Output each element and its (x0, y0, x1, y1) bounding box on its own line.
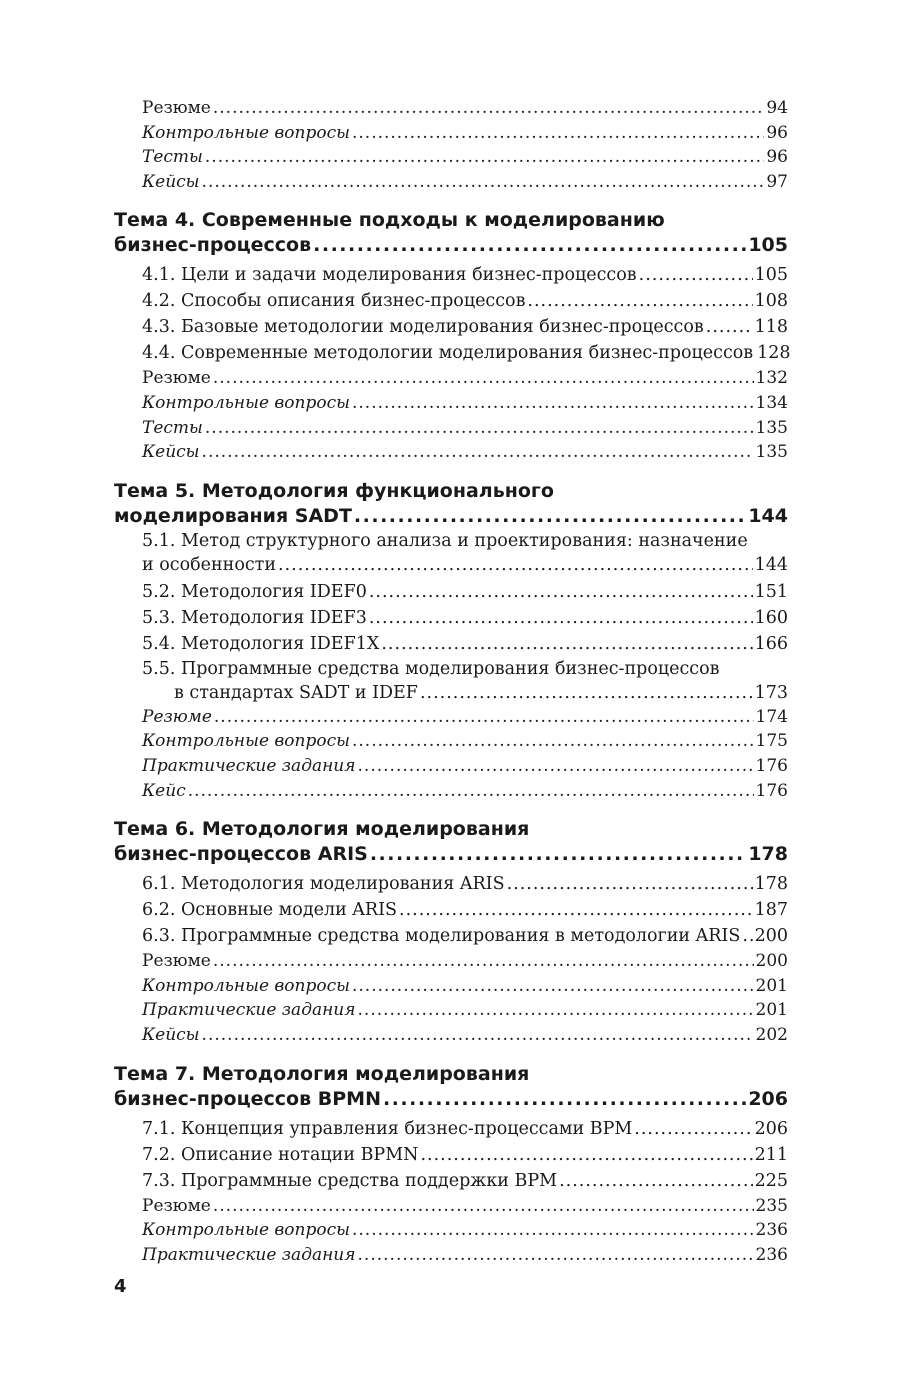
toc-entry-summary[interactable] (114, 705, 788, 730)
toc-section-title-cont: и особенности (142, 554, 277, 575)
toc-section-page: 166 (754, 633, 788, 654)
topic-title: Тема 6. Методология моделирования (114, 818, 530, 841)
toc-entry-title: Кейсы (142, 171, 200, 192)
toc-section[interactable] (114, 871, 788, 897)
toc-section-title-cont: в стандартах SADT и IDEF (174, 682, 418, 703)
leader-dots (358, 998, 754, 1023)
toc-entry-title: Контрольные вопросы (142, 731, 350, 752)
leader-dots (205, 416, 754, 441)
leader-dots (706, 314, 753, 340)
toc-section-title: 4.1. Цели и задачи моделирования бизнес-процессов (142, 265, 637, 286)
toc-section-page: 151 (754, 581, 788, 602)
toc-entry-title: Тесты (142, 147, 203, 168)
toc-topic-5[interactable] (114, 479, 788, 529)
leader-dots (358, 1243, 754, 1268)
toc-section-title: 7.2. Описание нотации BPMN (142, 1144, 419, 1165)
toc-section-page: 173 (754, 682, 788, 703)
toc-section-title: 6.2. Основные модели ARIS (142, 900, 398, 921)
toc-entry-title: Резюме (142, 1195, 211, 1216)
leader-dots (369, 579, 753, 605)
toc-entry-page: 94 (766, 98, 788, 118)
topic-title-cont: бизнес-процессов ARIS (114, 843, 368, 866)
leader-dots (742, 923, 752, 949)
toc-entry-questions[interactable] (114, 974, 788, 999)
toc-section-page: 178 (754, 874, 788, 895)
toc-entry-page: 201 (755, 975, 788, 996)
toc-section[interactable] (114, 314, 788, 340)
topic-title: Тема 5. Методология функционального (114, 479, 554, 502)
toc-entry-summary[interactable] (114, 96, 788, 121)
toc-section-page: 105 (754, 265, 788, 286)
leader-dots (559, 1168, 753, 1194)
toc-entry-tests[interactable] (114, 145, 788, 170)
toc-entry-title: Тесты (142, 417, 203, 438)
toc-section-title: 6.3. Программные средства моделирования в методологии ARIS (142, 926, 741, 947)
toc-section-title: 5.3. Методология IDEF3 (142, 607, 367, 628)
leader-dots (527, 288, 752, 314)
toc-entry-page: 202 (755, 1024, 788, 1045)
toc-entry-page: 96 (766, 147, 788, 168)
leader-dots (202, 170, 765, 195)
leader-dots (507, 871, 753, 897)
leader-dots (202, 440, 754, 465)
leader-dots (383, 1087, 746, 1112)
toc-entry-title: Контрольные вопросы (142, 1220, 350, 1241)
toc-entry-title: Резюме (142, 951, 211, 972)
leader-dots (399, 897, 753, 923)
leader-dots (639, 262, 753, 288)
toc-section[interactable] (114, 288, 788, 314)
leader-dots (213, 366, 754, 391)
toc-entry-questions[interactable] (114, 1218, 788, 1243)
toc-section-page: 211 (754, 1144, 788, 1165)
leader-dots (213, 96, 765, 121)
toc-entry-title: Кейсы (142, 1024, 200, 1045)
toc-entry-questions[interactable] (114, 121, 788, 146)
toc-section[interactable] (114, 605, 788, 631)
toc-entry-cases[interactable] (114, 170, 788, 195)
toc-section-title: 7.3. Программные средства поддержки BPM (142, 1170, 558, 1191)
toc-topic-6[interactable] (114, 817, 788, 867)
toc-entry-questions[interactable] (114, 729, 788, 754)
topic-title: Тема 7. Методология моделирования (114, 1062, 530, 1085)
toc-section[interactable] (114, 631, 788, 657)
leader-dots (634, 1116, 752, 1142)
toc-section-title: 5.2. Методология IDEF0 (142, 581, 367, 602)
toc-section-title: 5.5. Программные средства моделирования бизнес-процессов (142, 658, 720, 679)
toc-section-page: 160 (754, 607, 788, 628)
toc-section-page: 108 (754, 291, 788, 312)
toc-entry-page: 96 (766, 122, 788, 143)
toc-entry-page: 235 (755, 1195, 788, 1216)
toc-entry-page: 175 (755, 731, 788, 752)
leader-dots (188, 779, 754, 804)
toc-section-page: 200 (754, 926, 788, 947)
toc-entry-page: 135 (755, 442, 788, 463)
toc-entry-summary[interactable] (114, 949, 788, 974)
leader-dots (213, 1194, 754, 1219)
toc-entry-title: Контрольные вопросы (142, 122, 350, 143)
toc-entry-title: Резюме (142, 706, 212, 727)
toc-section-page: 128 (757, 343, 791, 364)
toc-entry-title: Кейс (142, 780, 186, 801)
toc-entry-summary[interactable] (114, 366, 788, 391)
toc-entry-tasks[interactable] (114, 1243, 788, 1268)
toc-section[interactable] (114, 897, 788, 923)
leader-dots (420, 1142, 752, 1168)
toc-section-title: 4.3. Базовые методологии моделирования бизнес-процессов (142, 317, 704, 338)
toc-section[interactable] (114, 579, 788, 605)
leader-dots (313, 233, 746, 258)
toc-entry-page: 97 (766, 171, 788, 192)
toc-entry-tasks[interactable] (114, 754, 788, 779)
topic-page: 105 (748, 234, 788, 257)
page-number: 4 (114, 1276, 127, 1297)
toc-entry-page: 200 (755, 951, 788, 972)
toc-section-page: 118 (754, 317, 788, 338)
topic-title-cont: бизнес-процессов BPMN (114, 1087, 381, 1110)
toc-section-title: 7.1. Концепция управления бизнес-процессами BPM (142, 1118, 633, 1139)
table-of-contents (114, 96, 791, 1267)
toc-section-title: 6.1. Методология моделирования ARIS (142, 874, 505, 895)
toc-entry-title: Практические задания (142, 1244, 356, 1265)
leader-dots (420, 681, 753, 705)
leader-dots (352, 729, 754, 754)
toc-entry-title: Практические задания (142, 755, 356, 776)
leader-dots (352, 974, 754, 999)
leader-dots (202, 1023, 754, 1048)
toc-section[interactable] (114, 1168, 788, 1194)
toc-section[interactable] (114, 262, 788, 288)
toc-entry-page: 135 (755, 417, 788, 438)
toc-entry-page: 132 (755, 368, 788, 389)
toc-entry-page: 201 (755, 1000, 788, 1021)
toc-entry-title: Резюме (142, 368, 211, 389)
toc-topic-4[interactable] (114, 208, 788, 258)
leader-dots (214, 705, 754, 730)
toc-section-title: 5.4. Методология IDEF1X (142, 633, 380, 654)
topic-page: 206 (748, 1087, 788, 1110)
leader-dots (381, 631, 752, 657)
leader-dots (278, 553, 753, 577)
topic-title: Тема 4. Современные подходы к моделированию (114, 209, 665, 232)
leader-dots (352, 1218, 754, 1243)
toc-section[interactable] (114, 657, 788, 705)
toc-entry-tasks[interactable] (114, 998, 788, 1023)
leader-dots (352, 391, 754, 416)
topic-title-cont: бизнес-процессов (114, 234, 312, 257)
topic-title-cont: моделирования SADT (114, 504, 352, 527)
toc-entry-page: 236 (755, 1244, 788, 1265)
leader-dots (369, 605, 753, 631)
toc-entry-case[interactable] (114, 779, 788, 804)
toc-section[interactable] (114, 529, 788, 577)
leader-dots (213, 949, 754, 974)
toc-section-page: 225 (754, 1170, 788, 1191)
toc-entry-title: Практические задания (142, 1000, 356, 1021)
toc-entry-cases[interactable] (114, 1023, 788, 1048)
leader-dots (354, 504, 746, 529)
toc-entry-page: 134 (755, 392, 788, 413)
toc-entry-page: 176 (755, 755, 788, 776)
topic-page: 144 (748, 504, 788, 527)
toc-section[interactable] (114, 1116, 788, 1142)
toc-section-title: 4.2. Способы описания бизнес-процессов (142, 291, 526, 312)
toc-entry-title: Кейсы (142, 442, 200, 463)
toc-topic-7[interactable] (114, 1062, 788, 1112)
toc-section-page: 187 (754, 900, 788, 921)
toc-section-page: 144 (754, 554, 788, 575)
toc-section-title: 4.4. Современные методологии моделирования бизнес-процессов (142, 343, 754, 364)
leader-dots (205, 145, 764, 170)
toc-entry-tests[interactable] (114, 416, 788, 441)
toc-entry-cases[interactable] (114, 440, 788, 465)
toc-entry-title: Контрольные вопросы (142, 975, 350, 996)
toc-entry-page: 174 (755, 706, 788, 727)
toc-entry-page: 176 (755, 780, 788, 801)
leader-dots (370, 842, 746, 867)
toc-section[interactable] (114, 1142, 788, 1168)
toc-entry-title: Резюме (142, 98, 211, 118)
toc-entry-summary[interactable] (114, 1194, 788, 1219)
toc-entry-page: 236 (755, 1220, 788, 1241)
toc-section-title: 5.1. Метод структурного анализа и проектирования: назначение (142, 530, 748, 551)
toc-section-page: 206 (754, 1118, 788, 1139)
leader-dots (358, 754, 754, 779)
toc-entry-title: Контрольные вопросы (142, 392, 350, 413)
toc-entry-questions[interactable] (114, 391, 788, 416)
leader-dots (352, 121, 764, 146)
topic-page: 178 (748, 843, 788, 866)
toc-section[interactable] (114, 923, 788, 949)
toc-section[interactable] (114, 340, 791, 366)
